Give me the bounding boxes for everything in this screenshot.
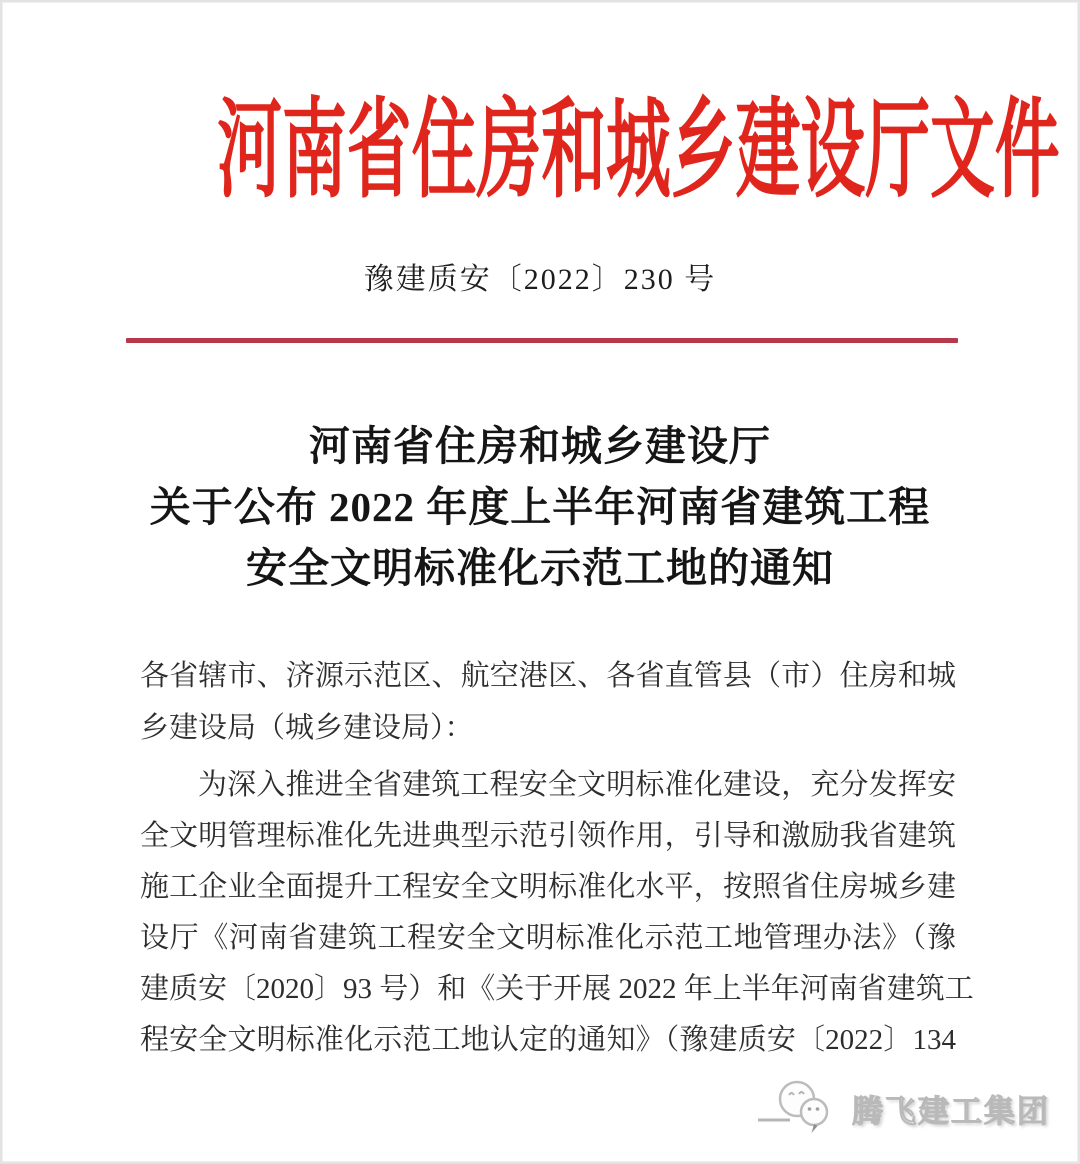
paragraph-line-1: 为深入推进全省建筑工程安全文明标准化建设，充分发挥安 xyxy=(198,769,956,801)
notice-title-line-2: 关于公布 2022 年度上半年河南省建筑工程 xyxy=(149,484,931,530)
notice-title-line-1: 河南省住房和城乡建设厅 xyxy=(309,423,771,469)
addressee-line-1: 各省辖市、济源示范区、航空港区、各省直管县（市）住房和城 xyxy=(140,660,956,692)
notice-title-line-3: 安全文明标准化示范工地的通知 xyxy=(246,545,834,591)
wechat-logo-icon xyxy=(756,1075,848,1142)
watermark-label: 腾飞建工集团 xyxy=(852,1094,1050,1129)
paragraph-line-6: 程安全文明标准化示范工地认定的通知》（豫建质安〔2022〕134 xyxy=(140,1024,956,1056)
notice-title xyxy=(2,416,1078,599)
agency-masthead-title: 河南省住房和城乡建设厅文件 xyxy=(217,92,1060,211)
watermark xyxy=(756,1075,1050,1142)
paragraph-line-5: 建质安〔2020〕93 号）和《关于开展 2022 年上半年河南省建筑工 xyxy=(140,973,974,1005)
paragraph-line-3: 施工企业全面提升工程安全文明标准化水平，按照省住房城乡建 xyxy=(140,871,956,903)
paragraph-line-2: 全文明管理标准化先进典型示范引领作用，引导和激励我省建筑 xyxy=(140,820,956,852)
addressee-block xyxy=(140,650,956,754)
document-reference-number: 豫建质安〔2022〕230 号 xyxy=(363,263,717,296)
body-paragraph xyxy=(140,760,974,1066)
addressee-line-2: 乡建设局（城乡建设局）： xyxy=(140,712,474,744)
paragraph-line-4: 设厅《河南省建筑工程安全文明标准化示范工地管理办法》（豫 xyxy=(140,922,956,954)
red-divider-line xyxy=(126,338,958,343)
